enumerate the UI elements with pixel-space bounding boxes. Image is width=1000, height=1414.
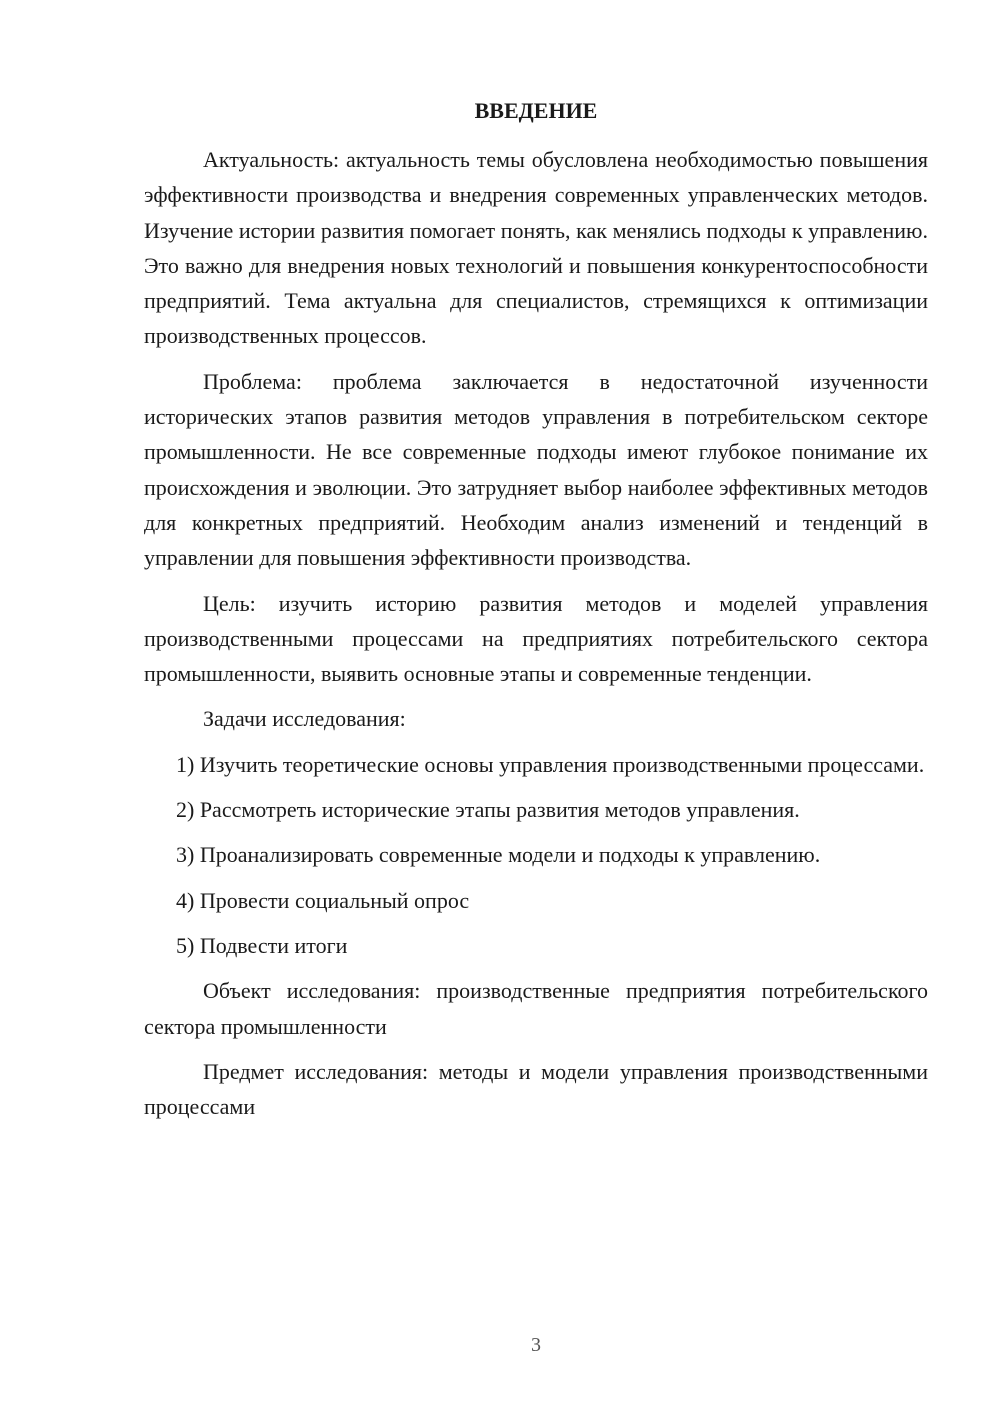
tasks-heading: Задачи исследования: xyxy=(203,706,406,732)
relevance-paragraph: Актуальность: актуальность темы обусловлена необходимостью повышения эффективности производства и внедрения современных управленческих методов. Изучение истории развития помогает понять, как менялись подходы к управлению. Это важно для внедрения новых технологий и повышения конкурентоспособности предприятий. Тема актуальна для специалистов, стремящихся к оптимизации производственных процессов. xyxy=(144,147,928,349)
task-item-5: 5) Подвести итоги xyxy=(176,932,348,958)
task-item-2: 2) Рассмотреть исторические этапы развития методов управления. xyxy=(176,797,800,823)
page-number: 3 xyxy=(531,1334,541,1356)
problem-paragraph: Проблема: проблема заключается в недостаточной изученности исторических этапов развития методов управления в потребительском секторе промышленности. Не все современные подходы имеют глубокое понимание их происхождения и эволюции. Это затрудняет выбор наиболее эффективных методов для конкретных предприятий. Необходим анализ изменений и тенденций в управлении для повышения эффективности производства. xyxy=(144,368,928,571)
goal-paragraph: Цель: изучить историю развития методов и моделей управления производственными процессами на предприятиях потребительского сектора промышленности, выявить основные этапы и современные тенденции. xyxy=(144,590,928,687)
section-title: ВВЕДЕНИЕ xyxy=(474,98,598,123)
subject-paragraph: Предмет исследования: методы и модели управления производственными процессами xyxy=(144,1058,928,1120)
task-item-1: 1) Изучить теоретические основы управления производственными процессами. xyxy=(176,751,925,777)
task-item-4: 4) Провести социальный опрос xyxy=(176,887,470,913)
document-body xyxy=(144,142,928,1134)
object-paragraph: Объект исследования: производственные предприятия потребительского сектора промышленности xyxy=(144,978,928,1039)
task-item-3: 3) Проанализировать современные модели и подходы к управлению. xyxy=(176,842,821,868)
